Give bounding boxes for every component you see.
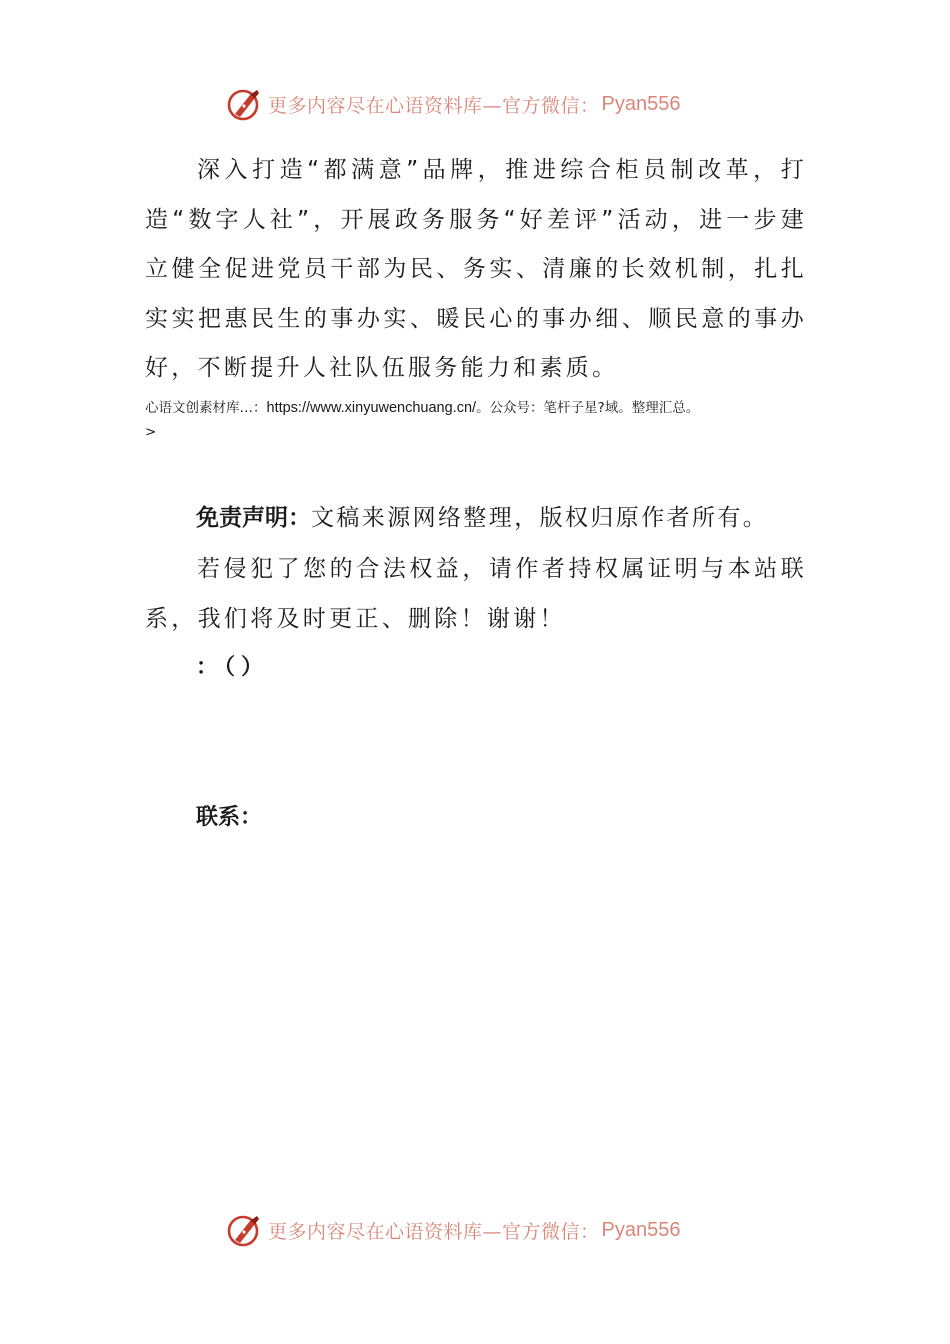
disclaimer-paragraph: 若侵犯了您的合法权益，请作者持权属证明与本站联系，我们将及时更正、删除！谢谢！ bbox=[145, 556, 807, 632]
banner-text: 更多内容尽在心语资料库—官方微信： bbox=[268, 94, 600, 117]
banner-wechat-id: Pyan556 bbox=[601, 92, 681, 115]
disclaimer-text: 文稿来源网络整理，版权归原作者所有。 bbox=[311, 505, 769, 531]
disclaimer-label: 免责声明： bbox=[196, 505, 311, 531]
banner-text: 更多内容尽在心语资料库—官方微信： bbox=[268, 1220, 600, 1243]
source-line bbox=[145, 396, 825, 444]
contact-label: 联系： bbox=[196, 805, 263, 830]
pen-nib-logo-icon bbox=[226, 86, 262, 122]
source-prefix: 心语文创素材库…： bbox=[145, 400, 267, 416]
colon-line: ：（） bbox=[196, 655, 270, 680]
disclaimer-line bbox=[196, 494, 768, 543]
header-banner bbox=[226, 86, 680, 122]
source-suffix: 。公众号：笔杆子星?域。整理汇总。 bbox=[476, 400, 700, 416]
banner-wechat-id: Pyan556 bbox=[601, 1218, 681, 1241]
source-arrow: > bbox=[145, 424, 157, 440]
footer-banner bbox=[226, 1212, 680, 1248]
source-url: https://www.xinyuwenchuang.cn/ bbox=[266, 400, 477, 416]
body-paragraph: 深入打造“都满意”品牌，推进综合柜员制改革，打造“数字人社”，开展政务服务“好差评”活动，进一步建立健全促进党员干部为民、务实、清廉的长效机制，扎扎实实把惠民生的事办实、暖民心的事办细、顺民意的事办好，不断提升人社队伍服务能力和素质。 bbox=[145, 157, 807, 381]
pen-nib-logo-icon bbox=[226, 1212, 262, 1248]
